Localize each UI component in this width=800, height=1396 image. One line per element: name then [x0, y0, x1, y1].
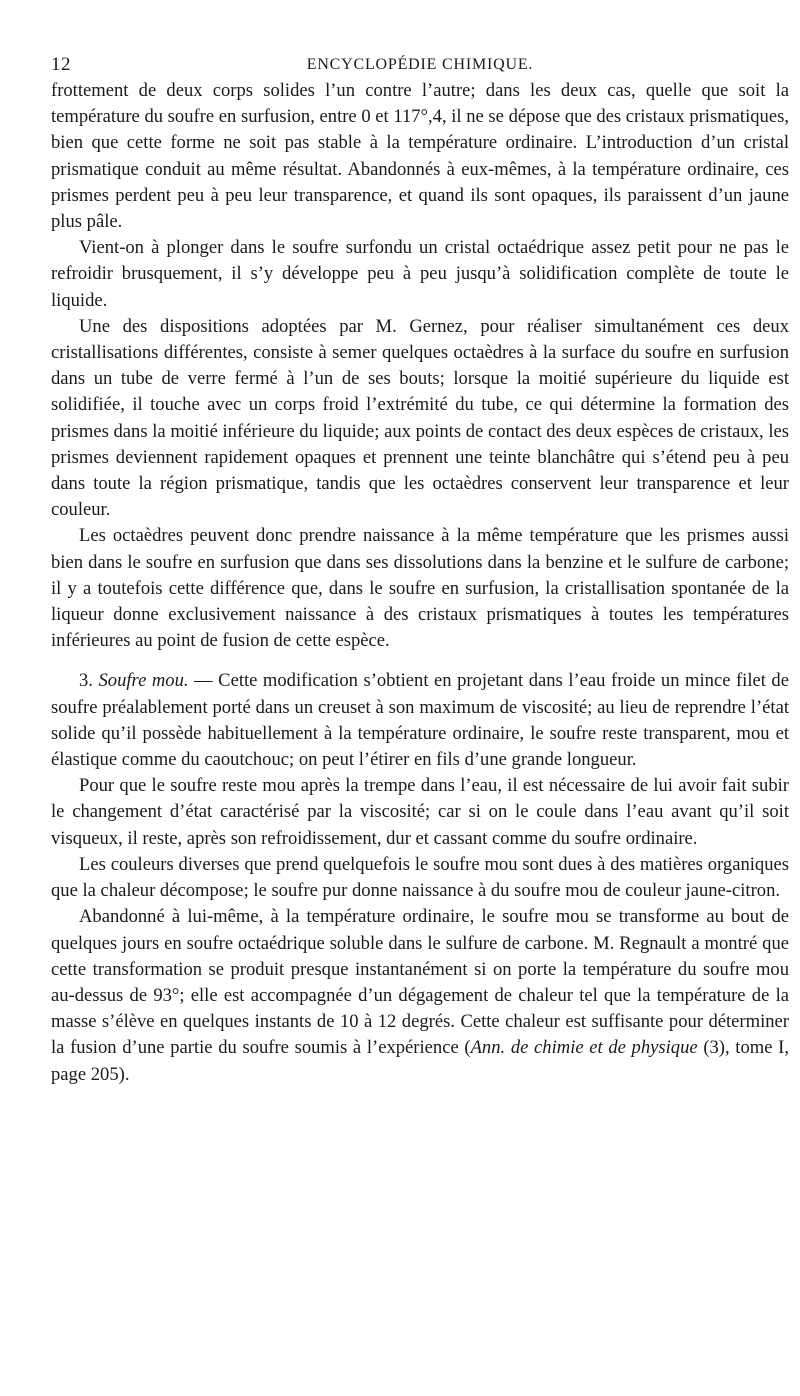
- reference-detail: (3), tome I, page 205).: [51, 1037, 789, 1085]
- section-soufre-mou: [51, 668, 789, 773]
- body-text: [51, 78, 789, 1088]
- book-page: [51, 48, 789, 1088]
- paragraph-regnault: [51, 904, 789, 1087]
- paragraph-trempe: Pour que le soufre reste mou après la trempe dans l’eau, il est nécessaire de lui avoir fait subir le changement d’état caractérisé par la viscosité; car si on le coule dans l’eau avant qu’il soit visqueux, il reste, après son refroidissement, dur et cassant comme du soufre ordinaire.: [51, 775, 789, 849]
- running-title: ENCYCLOPÉDIE CHIMIQUE.: [306, 56, 534, 73]
- running-head: [51, 48, 789, 78]
- regnault-text: Abandonné à lui-même, à la température ordinaire, le soufre mou se transforme au bout de quelques jours en soufre octaédrique soluble dans le sulfure de carbone. M. Regnault a montré que cette transformation se produit presque instantanément si on porte la température du soufre mou au-dessus de 93°; elle est accompagnée d’un dégagement de chaleur tel que la température de la masse s’élève en quelques instants de 10 à 12 degrés. Cette chaleur est suffisante pour déterminer la fusion d’une partie du soufre soumis à l’expérience (: [51, 906, 789, 1059]
- section-number: 3.: [79, 670, 93, 692]
- paragraph-octahedra-prisms: Les octaèdres peuvent donc prendre naissance à la même température que les prismes aussi bien dans le soufre en surfusion que dans ses dissolutions dans la benzine et le sulfure de carbone; il y a toutefois cette différence que, dans le soufre en surfusion, la cristallisation spontanée de la liqueur donne exclusivement naissance à des cristaux prismatiques à toutes les températures inférieures au point de fusion de cette espèce.: [51, 525, 789, 652]
- section-title: Soufre mou.: [98, 670, 189, 692]
- paragraph-continued: frottement de deux corps solides l’un contre l’autre; dans les deux cas, quelle que soit la température du soufre en surfusion, entre 0 et 117°,4, il ne se dépose que des cristaux prismatiques, bien que cette forme ne soit pas stable à la température ordinaire. L’introduction d’un cristal prismatique conduit au même résultat. Abandonnés à eux-mêmes, à la température ordinaire, ces prismes perdent peu à peu leur transparence, et quand ils sont opaques, ils paraissent d’un jaune plus pâle.: [51, 80, 789, 233]
- paragraph-couleurs: Les couleurs diverses que prend quelquefois le soufre mou sont dues à des matières organiques que la chaleur décompose; le soufre pur donne naissance à du soufre mou de couleur jaune-citron.: [51, 853, 789, 902]
- section-text: — Cette modification s’obtient en projetant dans l’eau froide un mince filet de soufre préalablement porté dans un creuset à son maximum de viscosité; au lieu de reprendre l’état solide qu’il possède habituellement à la température ordinaire, le soufre reste transparent, mou et élastique comme du caoutchouc; on peut l’étirer en fils d’une grande longueur.: [51, 670, 789, 771]
- paragraph-octahedral-crystal: Vient-on à plonger dans le soufre surfondu un cristal octaédrique assez petit pour ne pas le refroidir brusquement, il s’y développe peu à peu jusqu’à solidification complète de toute le liquide.: [51, 237, 789, 311]
- paragraph-gernez-experiment: Une des dispositions adoptées par M. Gernez, pour réaliser simultanément ces deux cristallisations différentes, consiste à semer quelques octaèdres à la surface du soufre en surfusion dans un tube de verre fermé à l’un de ses bouts; lorsque la moitié supérieure du liquide est solidifiée, il touche avec un corps froid l’extrémité du tube, ce qui détermine la formation des prismes dans la moitié inférieure du liquide; aux points de contact des deux espèces de cristaux, les prismes deviennent rapidement opaques et prennent une teinte blanchâtre qui s’étend peu à peu dans toute la région prismatique, tandis que les octaèdres conservent leur transparence et leur couleur.: [51, 315, 789, 521]
- journal-reference: Ann. de chimie et de physique: [470, 1037, 698, 1059]
- page-number: 12: [51, 54, 71, 75]
